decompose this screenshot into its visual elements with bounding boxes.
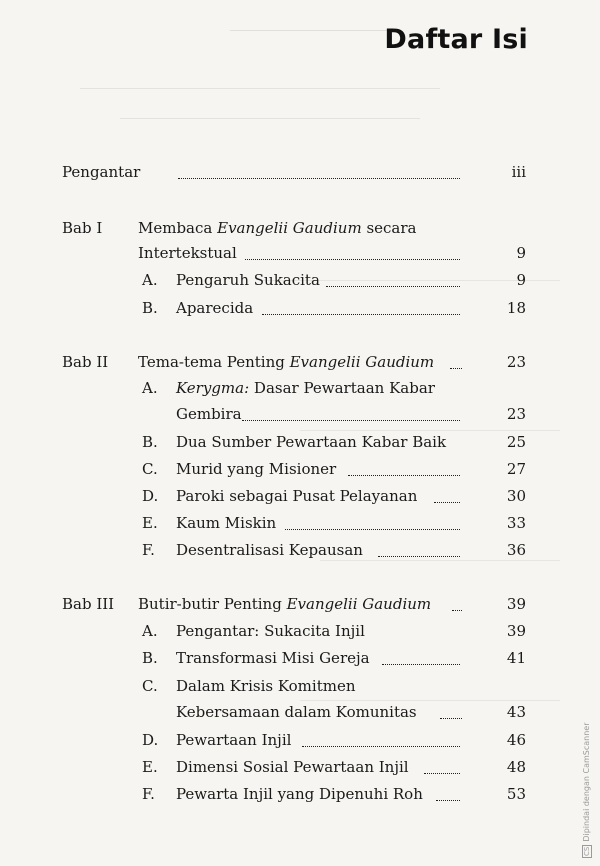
item-title: Dalam Krisis Komitmen (176, 677, 356, 695)
toc-page-number: 46 (506, 731, 526, 749)
item-title: Dimensi Sosial Pewartaan Injil (176, 758, 409, 776)
item-letter: E. (142, 514, 158, 532)
toc-page-number: 18 (506, 299, 526, 317)
item-title: Dua Sumber Pewartaan Kabar Baik (176, 433, 447, 451)
toc-page-number: 23 (506, 353, 526, 371)
chapter-title-line2: Intertekstual (138, 244, 237, 262)
item-letter: E. (142, 758, 158, 776)
item-letter: A. (142, 622, 158, 640)
dot-leader (440, 718, 462, 719)
toc-page-number: 9 (516, 244, 526, 262)
item-letter: C. (142, 460, 158, 478)
toc-page-number: 25 (506, 433, 526, 451)
toc-page-number: 53 (506, 785, 526, 803)
item-title: Pengaruh Sukacita (176, 271, 320, 289)
toc-page-number: 9 (516, 271, 526, 289)
dot-leader (242, 420, 460, 421)
toc-page-number: 41 (506, 649, 526, 667)
item-title: Transformasi Misi Gereja (176, 649, 370, 667)
item-letter: A. (142, 271, 158, 289)
dot-leader (382, 664, 460, 665)
item-letter: C. (142, 677, 158, 695)
toc-page-number: 39 (506, 622, 526, 640)
chapter-label: Bab I (62, 219, 103, 237)
chapter-label: Bab III (62, 595, 115, 613)
item-title-line2: Gembira (176, 405, 242, 423)
toc-page-number: iii (511, 163, 526, 181)
dot-leader (245, 259, 460, 260)
page-title: Daftar Isi (384, 24, 528, 55)
dot-leader (262, 314, 460, 315)
dot-leader (436, 800, 460, 801)
item-title: Pewarta Injil yang Dipenuhi Roh (176, 785, 423, 803)
toc-label: Pengantar (62, 163, 141, 181)
dot-leader (348, 475, 460, 476)
dot-leader (452, 610, 462, 611)
item-title: Paroki sebagai Pusat Pelayanan (176, 487, 418, 505)
item-title: Murid yang Misioner (176, 460, 337, 478)
toc-page-number: 43 (506, 703, 526, 721)
item-title: Kerygma: Dasar Pewartaan Kabar (176, 379, 435, 397)
dot-leader (450, 368, 462, 369)
dot-leader (434, 502, 460, 503)
item-title-line2: Kebersamaan dalam Komunitas (176, 703, 417, 721)
item-letter: B. (142, 299, 158, 317)
item-title: Pewartaan Injil (176, 731, 292, 749)
camscanner-watermark (578, 698, 594, 858)
camscanner-text: Dipindai dengan CamScanner (582, 722, 591, 842)
item-letter: B. (142, 433, 158, 451)
toc-page-number: 30 (506, 487, 526, 505)
chapter-title: Membaca Evangelii Gaudium secara (138, 219, 417, 237)
item-title: Pengantar: Sukacita Injil (176, 622, 365, 640)
item-letter: A. (142, 379, 158, 397)
item-letter: B. (142, 649, 158, 667)
item-title: Desentralisasi Kepausan (176, 541, 363, 559)
item-title: Kaum Miskin (176, 514, 277, 532)
toc-page-number: 23 (506, 405, 526, 423)
item-letter: D. (142, 731, 159, 749)
toc-page-number: 48 (506, 758, 526, 776)
chapter-title: Tema-tema Penting Evangelii Gaudium (138, 353, 435, 371)
toc-page-number: 36 (506, 541, 526, 559)
item-letter: F. (142, 541, 155, 559)
item-letter: D. (142, 487, 159, 505)
dot-leader (378, 556, 460, 557)
toc-page-number: 27 (506, 460, 526, 478)
toc-page-number: 33 (506, 514, 526, 532)
chapter-label: Bab II (62, 353, 109, 371)
chapter-title: Butir-butir Penting Evangelii Gaudium (138, 595, 432, 613)
camscanner-badge: CS (583, 846, 591, 856)
dot-leader (285, 529, 460, 530)
dot-leader (302, 746, 460, 747)
dot-leader (424, 773, 460, 774)
dot-leader (326, 286, 460, 287)
item-title: Aparecida (176, 299, 254, 317)
dot-leader (178, 178, 460, 179)
toc-page-number: 39 (506, 595, 526, 613)
item-letter: F. (142, 785, 155, 803)
